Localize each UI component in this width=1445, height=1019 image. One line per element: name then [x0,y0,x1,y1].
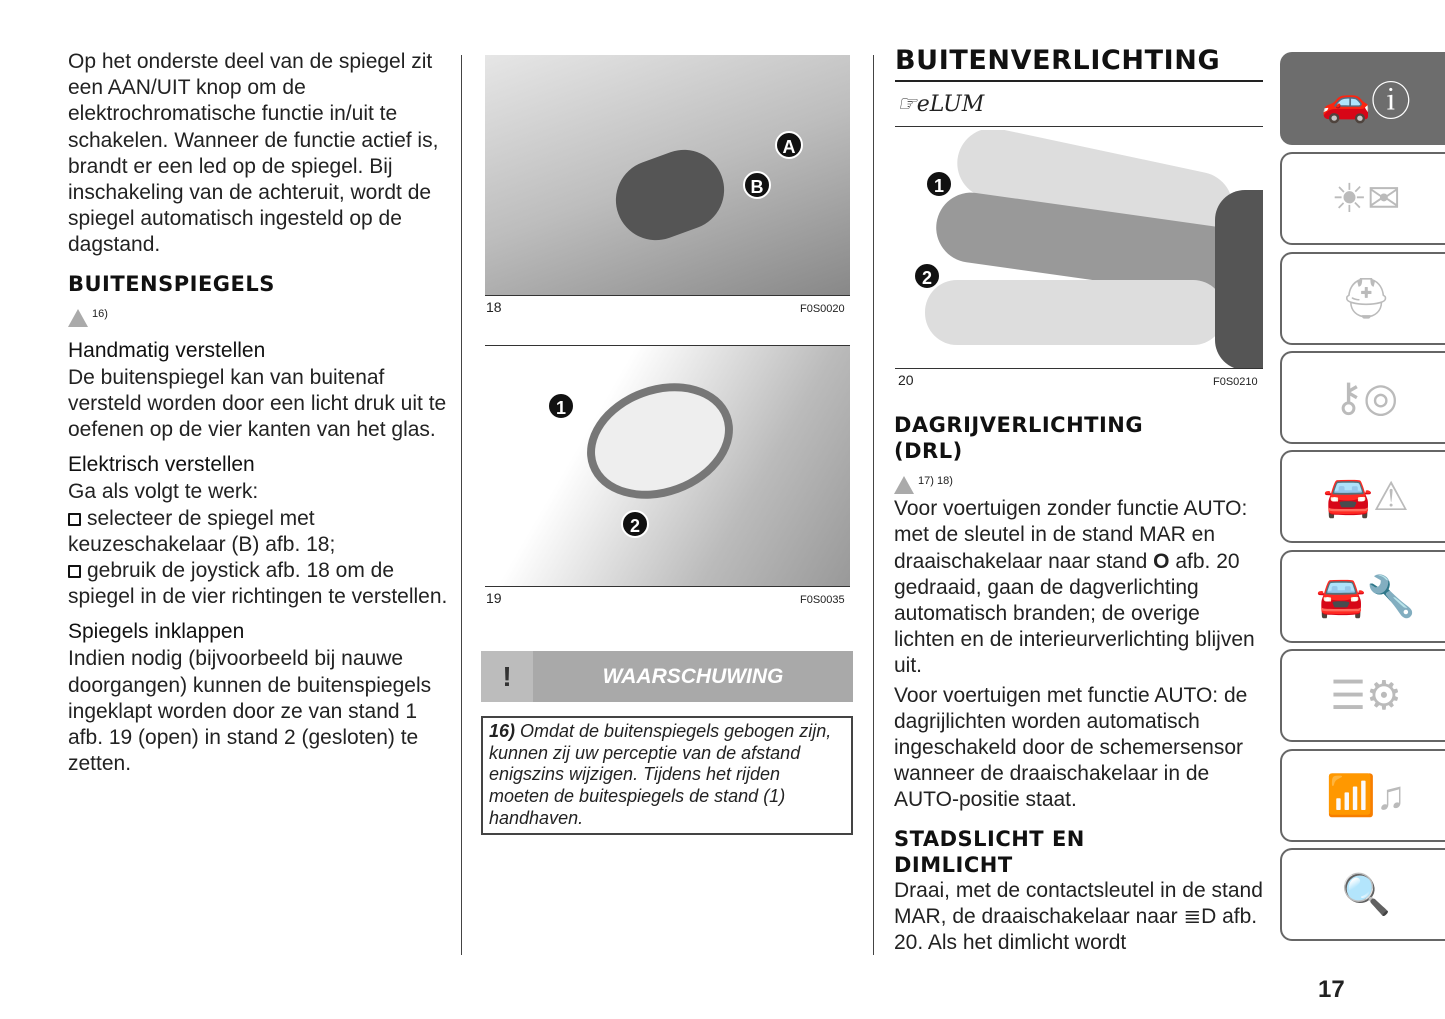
paragraph: Draai, met de contactsleutel in de stand MAR, de draaischakelaar naar ≣D afb. 20. Als het dimlicht wordt [894,878,1263,955]
footnote-refs[interactable]: 17) 18) [918,475,953,487]
list-gear-icon: ☰⚙ [1330,673,1402,718]
bullet-icon [68,513,81,526]
tab-maintenance[interactable] [1280,550,1445,643]
list-item: selecteer de spiegel met keuzeschakelaar (B) afb. 18; [68,506,336,556]
seat-airbag-icon: ⛑ [1340,277,1392,321]
drl-heading: DAGRIJVERLICHTING (DRL) [894,413,1144,463]
bullet-icon [68,565,81,578]
low-beam-icon: ≣D [1183,904,1217,928]
right-column-text [894,412,1266,956]
tab-technical-data[interactable] [1280,649,1445,742]
car-info-icon: 🚗ⓘ [1321,80,1411,124]
callout-1: 1 [925,170,953,198]
mirror [571,364,750,519]
column-divider [461,55,462,955]
warning-banner [481,651,853,702]
figure-code: F0S0020 [800,303,845,315]
left-column [68,49,448,777]
tab-warning-lights[interactable] [1280,152,1445,245]
figure-number: 20 [898,372,914,388]
paragraph: Ga als volgt te werk: [68,480,259,504]
tab-starting-driving[interactable] [1280,351,1445,444]
light-envelope-icon: ☀✉ [1331,176,1401,221]
stad-heading: STADSLICHT EN DIMLICHT [894,826,1085,877]
figure-code: F0S0210 [1213,376,1258,388]
note-text: Omdat de buitenspiegels gebogen zijn, kunnen zij uw perceptie van de afstand enigszins wijzigen. Tijdens het rijden moeten de buitespiegels de stand (1) handhaven. [489,721,832,828]
paragraph: Voor voertuigen met functie AUTO: de dagrijlichten worden automatisch ingeschakeld door de schemersensor wanneer de draaischakelaar in de AUTO-positie staat. [894,683,1248,812]
callout-2: 2 [913,262,941,290]
figure-18-image [485,55,850,295]
figure-20-image [895,130,1263,368]
warning-note [481,716,853,835]
paragraph: Voor voertuigen zonder functie AUTO: met de sleutel in de stand MAR en draaischakelaar naar stand O afb. 20 gedraaid, gaan de dagverlichting automatisch branden; de overige lichten en de interieurverlichting blijven uit. [894,497,1255,678]
callout-1: 1 [547,392,575,420]
page-number: 17 [1318,976,1345,1003]
section-heading: BUITENSPIEGELS [68,271,275,296]
warning-icon [68,309,88,327]
warning-title: WAARSCHUWING [602,664,784,688]
callout-a: A [775,131,803,159]
tab-multimedia[interactable] [1280,749,1445,842]
car-wrench-icon: 🚘🔧 [1316,575,1416,619]
figure-code: F0S0035 [800,594,845,606]
warning-ref [68,301,448,327]
warning-ref [894,468,1266,494]
tab-emergency[interactable] [1280,450,1445,543]
subheading: Elektrisch verstellen [68,453,255,477]
note-number: 16) [489,721,516,741]
intro-paragraph: Op het onderste deel van de spiegel zit een AAN/UIT knop om de elektrochromatische functie in/uit te schakelen. Wanneer de functie actief is, brandt er een led op de spiegel. Bij inschakeling van de achteruit, wordt de spiegel automatisch ingesteld op de dagstand. [68,50,439,257]
tab-car-info[interactable] [1280,52,1445,145]
elum-logo: ☞eLUM [897,92,985,117]
figure-number: 18 [486,299,502,315]
car-warning-triangle-icon: 🚘⚠ [1323,475,1409,519]
alphabet-search-icon: 🔍 [1341,873,1391,917]
figure-19-image [485,346,850,586]
subheading: Handmatig verstellen [68,338,266,362]
paragraph: Indien nodig (bijvoorbeeld bij nauwe doorgangen) kunnen de buitenspiegels ingeklapt worden door ze van stand 1 afb. 19 (open) in stand 2 (gesloten) te zetten. [68,647,432,776]
footnote-ref[interactable]: 16) [92,307,108,320]
paragraph: De buitenspiegel kan van buitenaf versteld worden door een licht druk uit te oefenen op de vier kanten van het glas. [68,365,447,442]
column-divider [873,55,874,955]
tab-index[interactable] [1280,848,1445,941]
figure-number: 19 [486,590,502,606]
tab-safety[interactable] [1280,252,1445,345]
callout-b: B [743,171,771,199]
key-steering-wheel-icon: ⚷◎ [1333,375,1399,420]
list-item: gebruik de joystick afb. 18 om de spiegel in de vier richtingen te verstellen. [68,559,448,609]
callout-2: 2 [621,510,649,538]
warning-icon [894,476,914,494]
mirror-switch [605,139,736,252]
section-heading: BUITENVERLICHTING [895,45,1221,76]
warning-icon: ! [481,651,533,702]
subheading: Spiegels inklappen [68,620,245,644]
signal-music-icon: 📶♫ [1326,774,1406,818]
